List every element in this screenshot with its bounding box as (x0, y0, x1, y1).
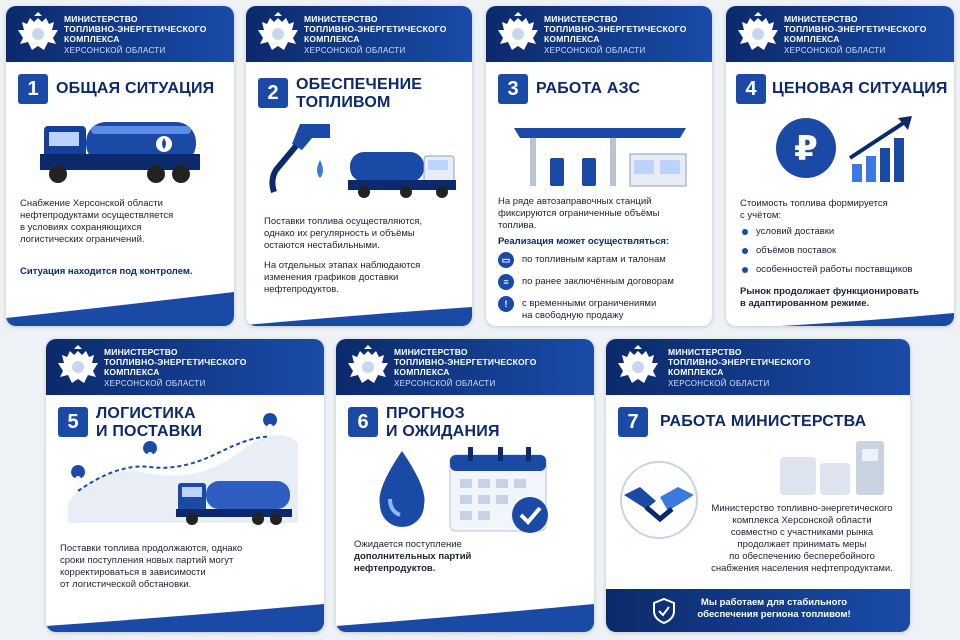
card-number: 6 (348, 407, 378, 437)
card-title: ЛОГИСТИКА И ПОСТАВКИ (96, 405, 203, 440)
card-title: РАБОТА АЗС (536, 80, 641, 97)
card-ministry-work (606, 339, 910, 632)
warning-icon: ! (498, 296, 514, 312)
card-subtitle: Реализация может осуществляться: (498, 236, 670, 247)
emblem-icon (56, 345, 100, 389)
card-fuel-supply (246, 6, 472, 326)
emblem-icon (616, 345, 660, 389)
emblem-icon (16, 12, 60, 56)
footer-banner (606, 589, 910, 632)
region-label: ХЕРСОНСКОЙ ОБЛАСТИ (544, 46, 646, 55)
card-header (6, 6, 234, 62)
bullet-item: условий доставки (756, 226, 835, 237)
card-title: ЦЕНОВАЯ СИТУАЦИЯ (772, 80, 948, 97)
list-item: по ранее заключённым договорам (522, 276, 674, 287)
card-body: Ожидается поступление дополнительных партий нефтепродуктов. (354, 539, 472, 574)
card-price-situation (726, 6, 954, 326)
card-body: Министерство топливно-энергетического комплекса Херсонской области совместно с участниками рынка продолжает принимать меры по обеспечению бесперебойного снабжения населения нефтепродуктами. (711, 503, 893, 574)
ministry-name: МИНИСТЕРСТВО ТОПЛИВНО-ЭНЕРГЕТИЧЕСКОГО КОМПЛЕКСА (104, 347, 247, 377)
card-title: ОБЩАЯ СИТУАЦИЯ (56, 80, 215, 97)
decorative-wave (336, 602, 594, 632)
card-header (726, 6, 954, 62)
shield-check-icon (652, 597, 676, 625)
card-body: Поставки топлива продолжаются, однако сроки поступления новых партий могут корректироваться в зависимости от логистической обстановки. (60, 543, 243, 590)
ministry-name: МИНИСТЕРСТВО ТОПЛИВНО-ЭНЕРГЕТИЧЕСКОГО КОМПЛЕКСА (64, 14, 207, 44)
svg-text:₽: ₽ (794, 129, 818, 169)
ruble-icon (774, 116, 838, 180)
emblem-icon (736, 12, 780, 56)
route-map-icon (58, 423, 308, 533)
decorative-wave (6, 292, 234, 326)
card-body-supply: Поставки топлива осуществляются, однако их регулярность и объёмы остаются нестабильными. (264, 216, 423, 251)
bullet (742, 229, 748, 235)
card-header (336, 339, 594, 395)
status-highlight: Ситуация находится под контролем. (20, 266, 193, 277)
ministry-name: МИНИСТЕРСТВО ТОПЛИВНО-ЭНЕРГЕТИЧЕСКОГО КОМПЛЕКСА (784, 14, 927, 44)
ministry-name: МИНИСТЕРСТВО ТОПЛИВНО-ЭНЕРГЕТИЧЕСКОГО КОМПЛЕКСА (394, 347, 537, 377)
fuel-storage-tanks-icon (776, 437, 896, 497)
emblem-icon (256, 12, 300, 56)
fuel-tanker-truck-icon (346, 146, 461, 201)
growth-chart-icon (848, 114, 918, 184)
card-body-schedule: На отдельных этапах наблюдаются изменения графиков доставки нефтепродуктов. (264, 260, 421, 295)
card-title: ПРОГНОЗ И ОЖИДАНИЯ (386, 405, 500, 440)
region-label: ХЕРСОНСКОЙ ОБЛАСТИ (64, 46, 166, 55)
list-item: по топливным картам и талонам (522, 254, 666, 265)
card-logistics (46, 339, 324, 632)
document-icon: ≡ (498, 274, 514, 290)
decorative-wave (46, 602, 324, 632)
card-number: 1 (18, 74, 48, 104)
card-header (486, 6, 712, 62)
card-number: 5 (58, 407, 88, 437)
list-item: с временными ограничениями на свободную продажу (522, 298, 657, 321)
card-number: 3 (498, 74, 528, 104)
card-number: 2 (258, 78, 288, 108)
bullet-item: особенностей работы поставщиков (756, 264, 913, 275)
card-body: Снабжение Херсонской области нефтепродуктами осуществляется в условиях сохраняющихся логистических ограничений. (20, 198, 174, 245)
card-title: РАБОТА МИНИСТЕРСТВА (660, 413, 867, 430)
card-header (606, 339, 910, 395)
fuel-nozzle-icon (260, 120, 340, 200)
card-header (246, 6, 472, 62)
region-label: ХЕРСОНСКОЙ ОБЛАСТИ (104, 379, 206, 388)
card-body: На ряде автозаправочных станций фиксируются ограниченные объёмы топлива. (498, 196, 660, 231)
fuel-card-icon: ▭ (498, 252, 514, 268)
region-label: ХЕРСОНСКОЙ ОБЛАСТИ (394, 379, 496, 388)
emblem-icon (346, 345, 390, 389)
region-label: ХЕРСОНСКОЙ ОБЛАСТИ (668, 379, 770, 388)
card-forecast (336, 339, 594, 632)
ministry-name: МИНИСТЕРСТВО ТОПЛИВНО-ЭНЕРГЕТИЧЕСКОГО КОМПЛЕКСА (304, 14, 447, 44)
status-highlight: Рынок продолжает функционировать в адаптированном режиме. (740, 286, 919, 309)
decorative-wave (726, 306, 954, 326)
handshake-icon (616, 457, 702, 543)
card-header (46, 339, 324, 395)
bullet (742, 267, 748, 273)
station-sign: АЗС (606, 115, 625, 125)
card-title: ОБЕСПЕЧЕНИЕ ТОПЛИВОМ (296, 76, 423, 111)
gas-station-icon (510, 114, 690, 190)
decorative-wave (246, 302, 472, 326)
bullet (742, 248, 748, 254)
emblem-icon (496, 12, 540, 56)
ministry-name: МИНИСТЕРСТВО ТОПЛИВНО-ЭНЕРГЕТИЧЕСКОГО КОМПЛЕКСА (544, 14, 687, 44)
fuel-drop-icon (374, 449, 430, 529)
calendar-check-icon (448, 445, 558, 535)
footer-text: Мы работаем для стабильного обеспечения региона топливом! (697, 597, 851, 620)
bullet-item: объёмов поставок (756, 245, 837, 256)
card-number: 7 (618, 407, 648, 437)
region-label: ХЕРСОНСКОЙ ОБЛАСТИ (784, 46, 886, 55)
fuel-tanker-truck-icon (36, 114, 206, 189)
card-general-situation (6, 6, 234, 326)
ministry-name: МИНИСТЕРСТВО ТОПЛИВНО-ЭНЕРГЕТИЧЕСКОГО КОМПЛЕКСА (668, 347, 811, 377)
card-body: Стоимость топлива формируется с учётом: (740, 198, 888, 221)
card-number: 4 (736, 74, 766, 104)
card-gas-stations (486, 6, 712, 326)
region-label: ХЕРСОНСКОЙ ОБЛАСТИ (304, 46, 406, 55)
